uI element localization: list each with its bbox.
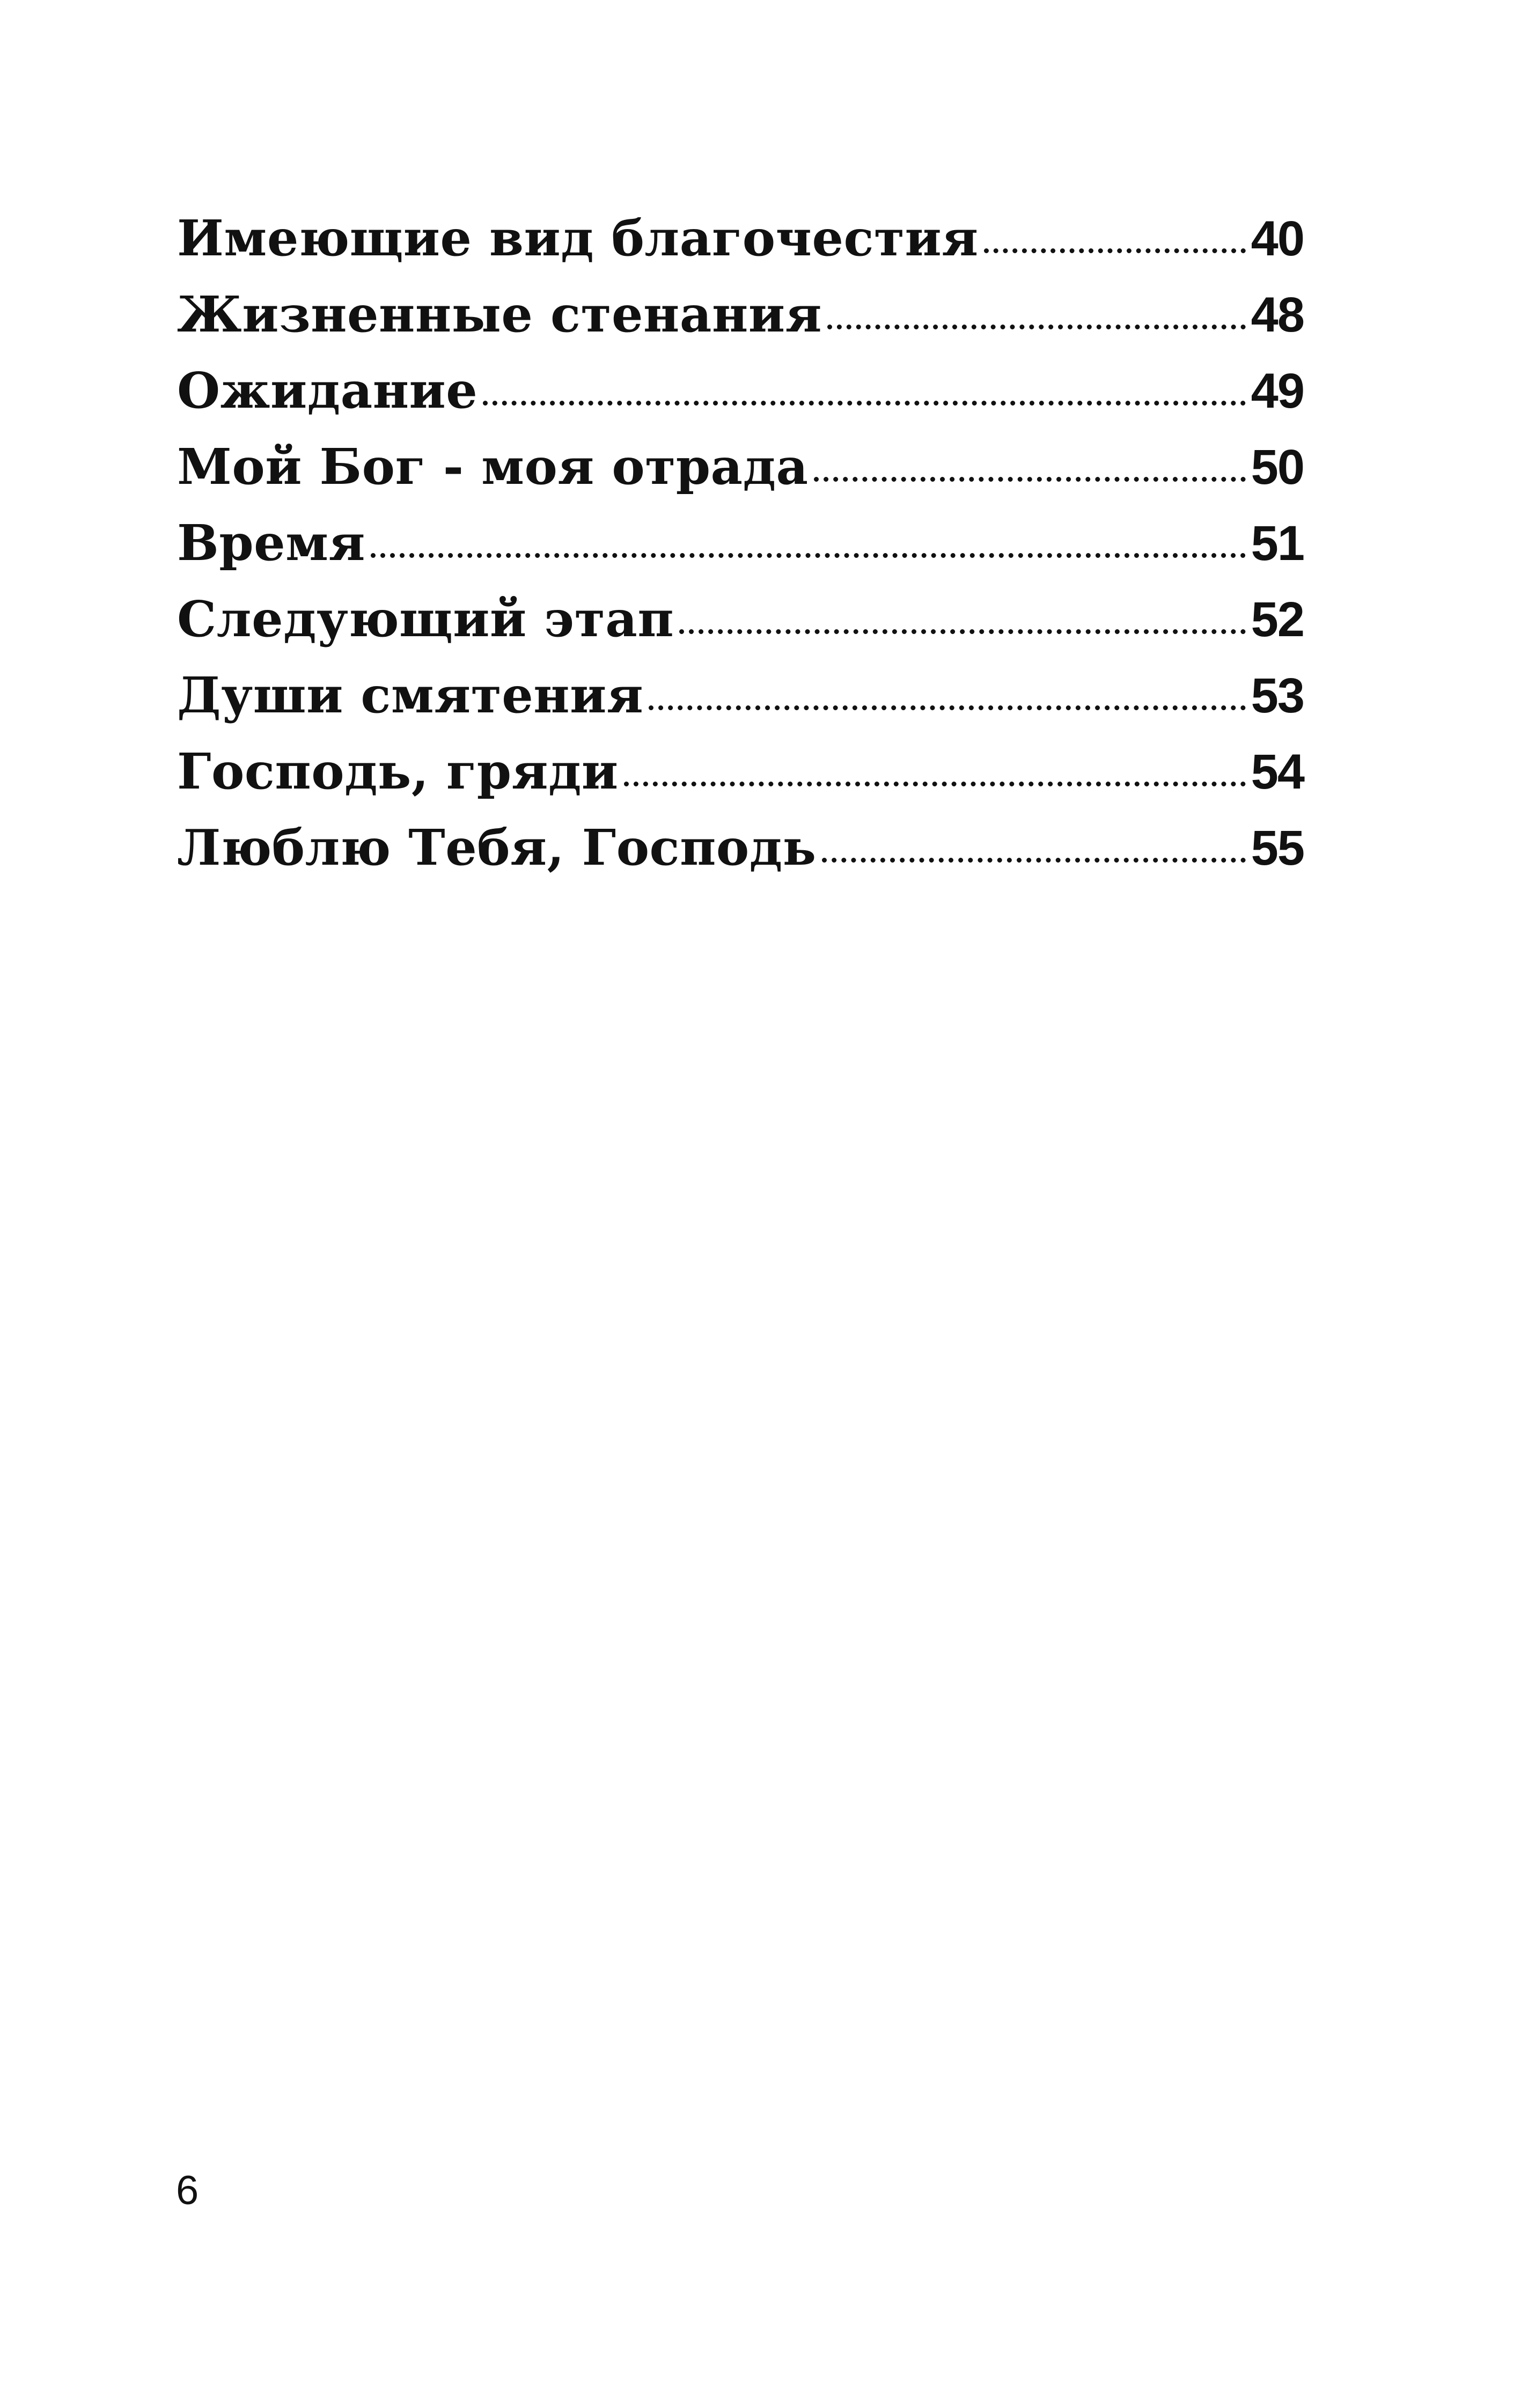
toc-entry-page: 40 (1251, 211, 1304, 266)
dot-leader (822, 858, 1246, 863)
toc-entry-title: Следующий этап (177, 590, 674, 648)
dot-leader (649, 705, 1245, 710)
toc-entry[interactable] (177, 742, 1304, 819)
toc-entry-title: Люблю Тебя, Господь (177, 819, 817, 877)
toc-entry-page: 48 (1251, 288, 1304, 342)
dot-leader (371, 553, 1246, 558)
toc-entry-page: 50 (1251, 440, 1304, 495)
page-number: 6 (176, 2168, 199, 2213)
toc-entry-page: 55 (1251, 821, 1304, 875)
toc-entry-title: Господь, гряди (177, 742, 619, 800)
toc-entry[interactable] (177, 819, 1304, 895)
toc-entry-page: 54 (1251, 745, 1304, 799)
toc-entry[interactable] (177, 590, 1304, 666)
toc-entry-page: 49 (1251, 364, 1304, 418)
toc-entry-title: Имеющие вид благочестия (177, 209, 979, 267)
dot-leader (984, 248, 1246, 253)
dot-leader (679, 629, 1245, 634)
dot-leader (827, 325, 1246, 329)
table-of-contents (177, 209, 1304, 895)
toc-entry-page: 51 (1251, 516, 1304, 571)
toc-entry-title: Мой Бог - моя отрада (177, 438, 809, 496)
toc-entry-title: Жизненные стенания (177, 285, 822, 343)
toc-entry[interactable] (177, 209, 1304, 285)
toc-entry-page: 52 (1251, 592, 1304, 647)
toc-entry-title: Ожидание (177, 362, 478, 419)
dot-leader (814, 477, 1246, 482)
toc-entry[interactable] (177, 438, 1304, 514)
toc-entry-page: 53 (1251, 668, 1304, 723)
toc-entry-title: Души смятения (177, 666, 644, 724)
dot-leader (624, 782, 1246, 786)
dot-leader (483, 401, 1245, 406)
toc-entry[interactable] (177, 285, 1304, 362)
toc-entry[interactable] (177, 514, 1304, 590)
toc-entry[interactable] (177, 666, 1304, 742)
toc-entry[interactable] (177, 362, 1304, 438)
toc-entry-title: Время (177, 514, 366, 572)
